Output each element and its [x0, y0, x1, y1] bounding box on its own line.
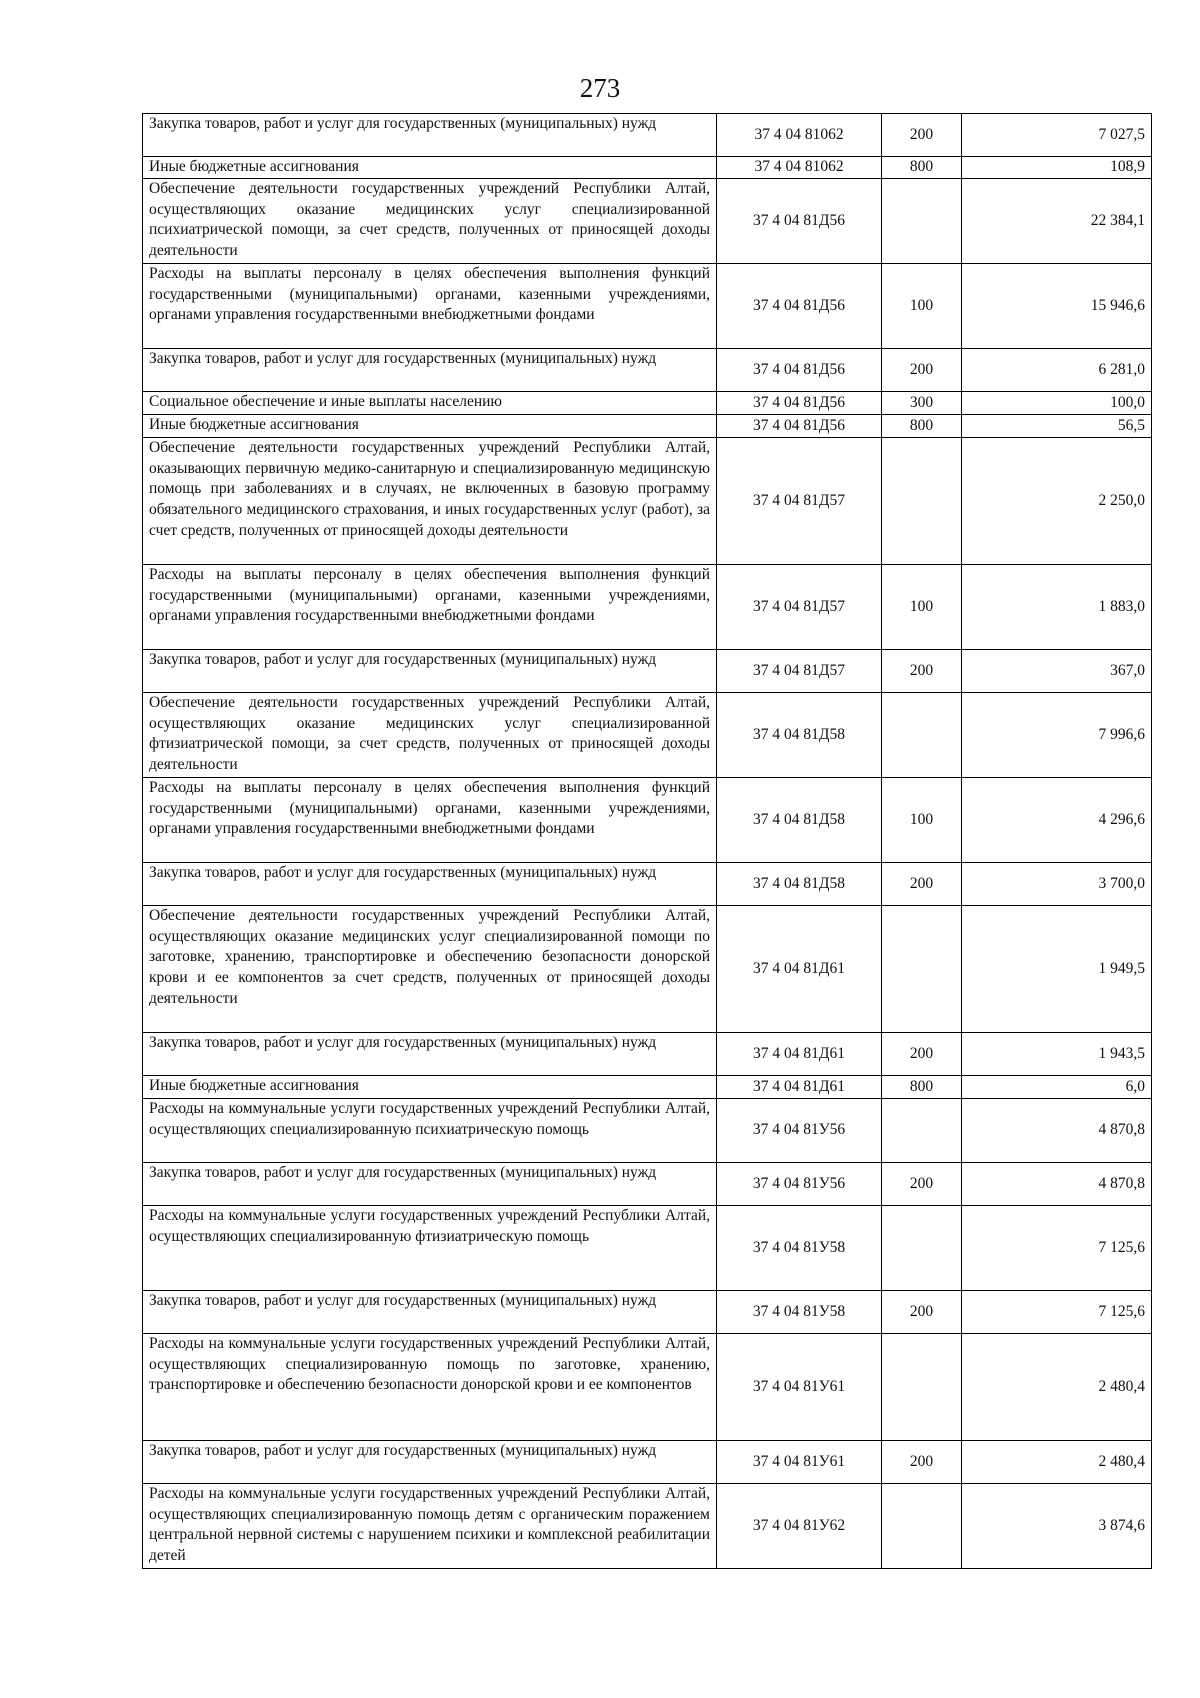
row-name: Закупка товаров, работ и услуг для государственных (муниципальных) нужд [143, 1441, 717, 1484]
table-row [143, 415, 1152, 438]
row-amount: 3 700,0 [962, 863, 1152, 906]
row-expense-type: 100 [882, 565, 962, 650]
row-code: 37 4 04 81Д56 [717, 264, 882, 349]
row-code: 37 4 04 81Д61 [717, 1033, 882, 1076]
budget-table [142, 113, 1152, 1569]
row-expense-type [882, 906, 962, 1033]
row-amount: 3 874,6 [962, 1484, 1152, 1569]
row-amount: 1 883,0 [962, 565, 1152, 650]
row-code: 37 4 04 81У58 [717, 1291, 882, 1334]
row-name: Социальное обеспечение и иные выплаты населению [143, 392, 717, 415]
row-code: 37 4 04 81Д56 [717, 349, 882, 392]
row-name: Расходы на коммунальные услуги государственных учреждений Республики Алтай, осуществляющих специализированную помощь по заготовке, хранению, транспортировке и обеспечению безопасности донорской крови и ее компонентов [143, 1334, 717, 1441]
row-expense-type: 200 [882, 650, 962, 693]
row-name: Обеспечение деятельности государственных учреждений Республики Алтай, осуществляющих оказание медицинских услуг специализированной психиатрической помощи, за счет средств, полученных от приносящей доходы деятельности [143, 179, 717, 264]
row-name: Закупка товаров, работ и услуг для государственных (муниципальных) нужд [143, 1033, 717, 1076]
row-amount: 1 949,5 [962, 906, 1152, 1033]
row-amount: 7 996,6 [962, 693, 1152, 778]
row-amount: 4 870,8 [962, 1163, 1152, 1206]
row-expense-type: 100 [882, 778, 962, 863]
table-row [143, 114, 1152, 157]
row-expense-type: 300 [882, 392, 962, 415]
table-row [143, 1163, 1152, 1206]
row-expense-type [882, 693, 962, 778]
row-name: Расходы на коммунальные услуги государственных учреждений Республики Алтай, осуществляющих специализированную психиатрическую помощь [143, 1099, 717, 1163]
row-code: 37 4 04 81062 [717, 157, 882, 179]
row-expense-type [882, 1484, 962, 1569]
row-name: Обеспечение деятельности государственных учреждений Республики Алтай, оказывающих первичную медико-санитарную и специализированную медицинскую помощь при заболеваниях и в случаях, не включенных в базовую программу обязательного медицинского страхования, и иных государственных услуг (работ), за счет средств, полученных от приносящей доходы деятельности [143, 438, 717, 565]
row-amount: 1 943,5 [962, 1033, 1152, 1076]
row-name: Обеспечение деятельности государственных учреждений Республики Алтай, осуществляющих оказание медицинских услуг специализированной помощи по заготовке, хранению, транспортировке и обеспечению безопасности донорской крови и ее компонентов за счет средств, полученных от приносящей доходы деятельности [143, 906, 717, 1033]
table-row [143, 693, 1152, 778]
row-name: Обеспечение деятельности государственных учреждений Республики Алтай, осуществляющих оказание медицинских услуг специализированной фтизиатрической помощи, за счет средств, полученных от приносящей доходы деятельности [143, 693, 717, 778]
row-code: 37 4 04 81Д57 [717, 650, 882, 693]
row-name: Иные бюджетные ассигнования [143, 1076, 717, 1099]
row-amount: 2 480,4 [962, 1334, 1152, 1441]
table-row [143, 565, 1152, 650]
row-expense-type: 200 [882, 1163, 962, 1206]
row-code: 37 4 04 81Д58 [717, 693, 882, 778]
row-expense-type [882, 1206, 962, 1291]
table-row [143, 1291, 1152, 1334]
row-amount: 15 946,6 [962, 264, 1152, 349]
row-amount: 6 281,0 [962, 349, 1152, 392]
table-row [143, 179, 1152, 264]
row-code: 37 4 04 81062 [717, 114, 882, 157]
row-name: Расходы на коммунальные услуги государственных учреждений Республики Алтай, осуществляющих специализированную помощь детям с органическим поражением центральной нервной системы с нарушением психики и комплексной реабилитации детей [143, 1484, 717, 1569]
row-amount: 6,0 [962, 1076, 1152, 1099]
table-row [143, 1033, 1152, 1076]
row-expense-type: 800 [882, 415, 962, 438]
row-name: Закупка товаров, работ и услуг для государственных (муниципальных) нужд [143, 1163, 717, 1206]
page-number: 273 [579, 73, 621, 103]
row-code: 37 4 04 81У61 [717, 1334, 882, 1441]
row-amount: 7 027,5 [962, 114, 1152, 157]
table-row [143, 392, 1152, 415]
row-name: Закупка товаров, работ и услуг для государственных (муниципальных) нужд [143, 1291, 717, 1334]
row-expense-type: 100 [882, 264, 962, 349]
row-code: 37 4 04 81Д57 [717, 565, 882, 650]
row-code: 37 4 04 81Д56 [717, 392, 882, 415]
row-amount: 22 384,1 [962, 179, 1152, 264]
row-expense-type: 200 [882, 1441, 962, 1484]
row-amount: 4 296,6 [962, 778, 1152, 863]
row-code: 37 4 04 81Д58 [717, 863, 882, 906]
table-row [143, 778, 1152, 863]
table-row [143, 906, 1152, 1033]
row-expense-type: 200 [882, 1291, 962, 1334]
row-amount: 367,0 [962, 650, 1152, 693]
row-name: Расходы на выплаты персоналу в целях обеспечения выполнения функций государственными (муниципальными) органами, казенными учреждениями, органами управления государственными внебюджетными фондами [143, 264, 717, 349]
table-row [143, 863, 1152, 906]
table-row [143, 157, 1152, 179]
row-code: 37 4 04 81Д58 [717, 778, 882, 863]
table-row [143, 1334, 1152, 1441]
row-name: Иные бюджетные ассигнования [143, 415, 717, 438]
row-expense-type [882, 179, 962, 264]
row-name: Расходы на коммунальные услуги государственных учреждений Республики Алтай, осуществляющих специализированную фтизиатрическую помощь [143, 1206, 717, 1291]
row-name: Иные бюджетные ассигнования [143, 157, 717, 179]
budget-table-body [143, 114, 1152, 1569]
row-expense-type: 800 [882, 1076, 962, 1099]
row-amount: 108,9 [962, 157, 1152, 179]
table-row [143, 650, 1152, 693]
row-code: 37 4 04 81Д57 [717, 438, 882, 565]
row-expense-type [882, 1334, 962, 1441]
row-code: 37 4 04 81У62 [717, 1484, 882, 1569]
table-row [143, 1441, 1152, 1484]
table-row [143, 1484, 1152, 1569]
row-name: Закупка товаров, работ и услуг для государственных (муниципальных) нужд [143, 863, 717, 906]
row-name: Закупка товаров, работ и услуг для государственных (муниципальных) нужд [143, 650, 717, 693]
row-amount: 7 125,6 [962, 1206, 1152, 1291]
row-code: 37 4 04 81У56 [717, 1099, 882, 1163]
table-row [143, 264, 1152, 349]
table-row [143, 349, 1152, 392]
row-code: 37 4 04 81У56 [717, 1163, 882, 1206]
row-expense-type: 200 [882, 863, 962, 906]
row-name: Расходы на выплаты персоналу в целях обеспечения выполнения функций государственными (муниципальными) органами, казенными учреждениями, органами управления государственными внебюджетными фондами [143, 778, 717, 863]
row-amount: 4 870,8 [962, 1099, 1152, 1163]
row-expense-type [882, 438, 962, 565]
row-expense-type: 200 [882, 114, 962, 157]
row-name: Закупка товаров, работ и услуг для государственных (муниципальных) нужд [143, 114, 717, 157]
row-code: 37 4 04 81У61 [717, 1441, 882, 1484]
row-amount: 7 125,6 [962, 1291, 1152, 1334]
row-amount: 2 480,4 [962, 1441, 1152, 1484]
table-row [143, 1099, 1152, 1163]
row-name: Расходы на выплаты персоналу в целях обеспечения выполнения функций государственными (муниципальными) органами, казенными учреждениями, органами управления государственными внебюджетными фондами [143, 565, 717, 650]
row-code: 37 4 04 81Д61 [717, 906, 882, 1033]
table-row [143, 1206, 1152, 1291]
row-code: 37 4 04 81Д56 [717, 415, 882, 438]
row-amount: 100,0 [962, 392, 1152, 415]
row-code: 37 4 04 81Д56 [717, 179, 882, 264]
row-name: Закупка товаров, работ и услуг для государственных (муниципальных) нужд [143, 349, 717, 392]
row-code: 37 4 04 81У58 [717, 1206, 882, 1291]
table-row [143, 438, 1152, 565]
row-amount: 56,5 [962, 415, 1152, 438]
row-expense-type: 200 [882, 349, 962, 392]
table-row [143, 1076, 1152, 1099]
row-expense-type: 200 [882, 1033, 962, 1076]
row-amount: 2 250,0 [962, 438, 1152, 565]
row-expense-type: 800 [882, 157, 962, 179]
row-expense-type [882, 1099, 962, 1163]
row-code: 37 4 04 81Д61 [717, 1076, 882, 1099]
